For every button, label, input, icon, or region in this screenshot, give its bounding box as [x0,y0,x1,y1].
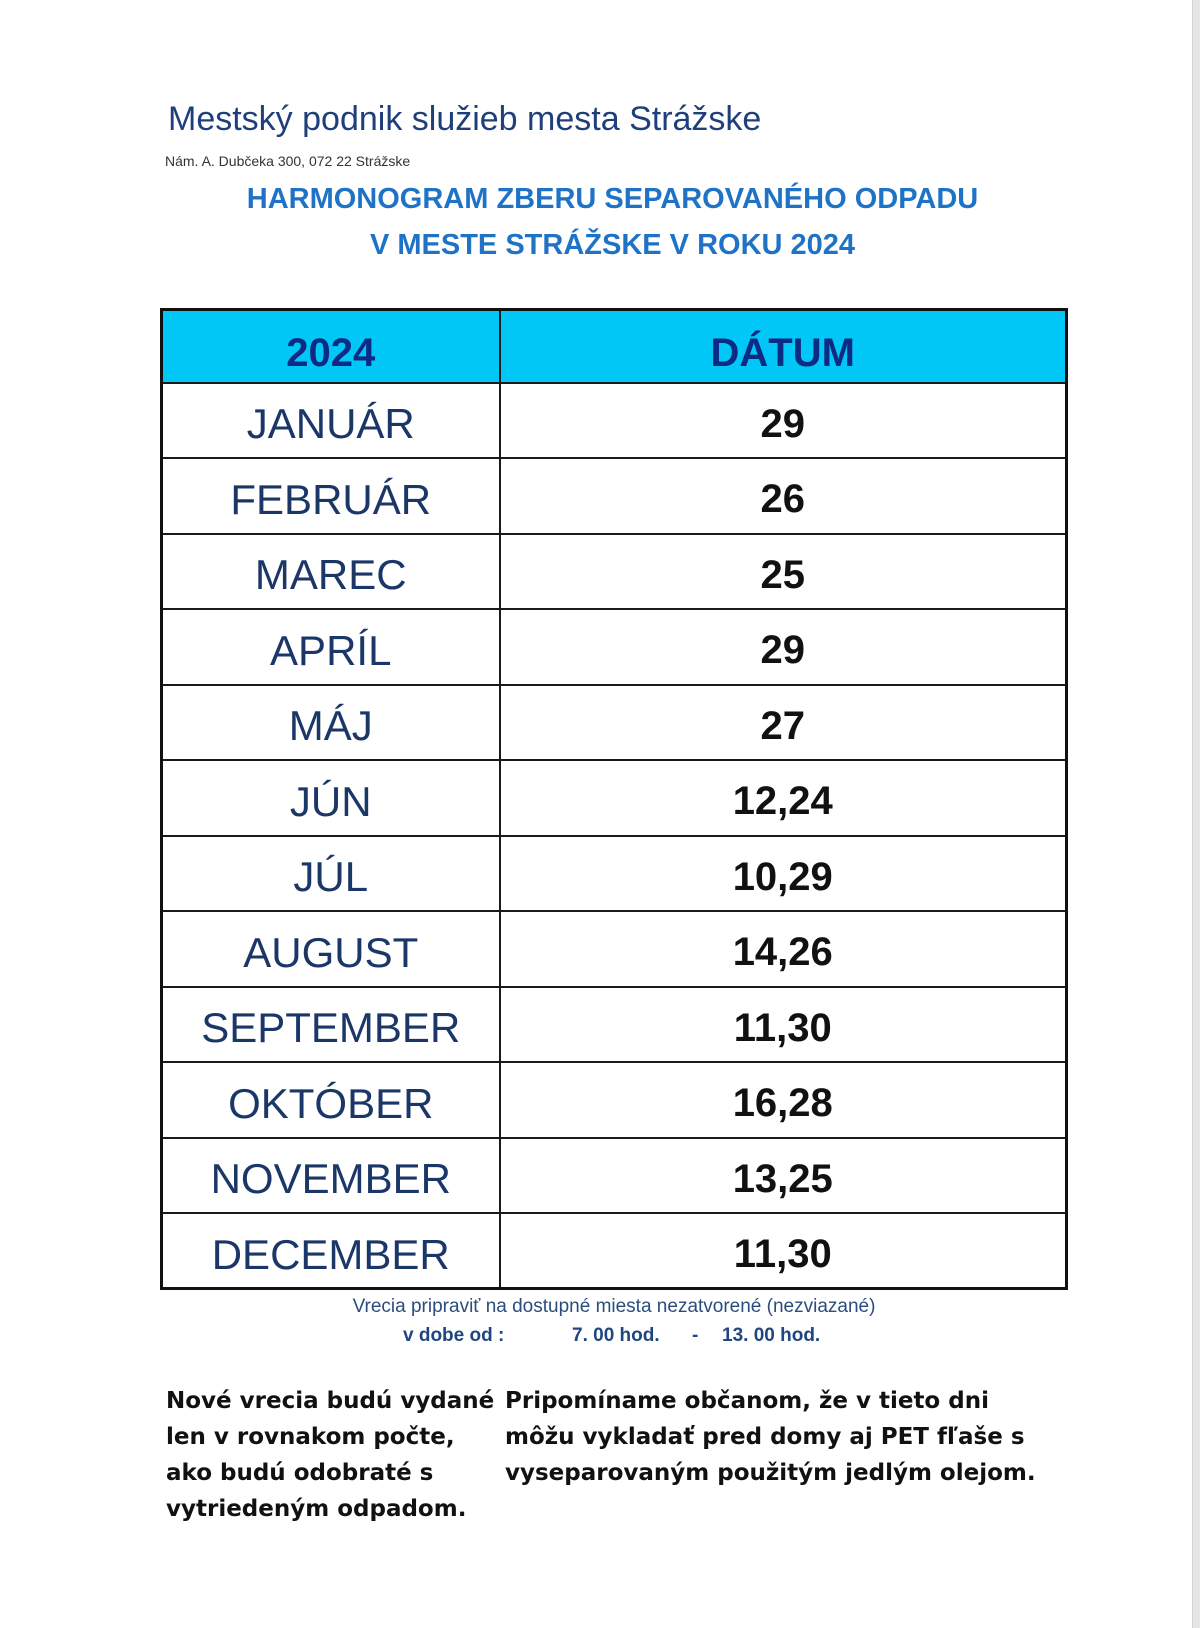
date-cell: 13,25 [500,1138,1067,1214]
date-cell: 11,30 [500,1213,1067,1289]
page-right-edge [1192,0,1200,1628]
date-cell: 11,30 [500,987,1067,1063]
table-row [162,911,1067,987]
date-cell: 25 [500,534,1067,610]
month-cell: DECEMBER [162,1213,500,1289]
month-cell: JÚL [162,836,500,912]
month-cell: SEPTEMBER [162,987,500,1063]
month-cell: JÚN [162,760,500,836]
table-row [162,760,1067,836]
document-title-line-2: V MESTE STRÁŽSKE V ROKU 2024 [369,229,856,261]
month-cell: FEBRUÁR [162,458,500,534]
table-row [162,987,1067,1063]
table-row [162,1062,1067,1138]
time-from: 7. 00 hod. [572,1325,660,1346]
time-to: 13. 00 hod. [722,1325,821,1346]
month-cell: MÁJ [162,685,500,761]
bags-preparation-note: Vrecia pripraviť na dostupné miesta nezatvorené (nezviazané) [352,1296,876,1317]
schedule-rows [162,383,1067,1289]
time-separator: - [692,1325,699,1346]
table-row [162,609,1067,685]
table-row [162,458,1067,534]
organization-address: Nám. A. Dubčeka 300, 072 22 Strážske [165,153,411,169]
collection-schedule-table [160,308,1068,1290]
time-label: v dobe od : [403,1325,505,1346]
table-row [162,836,1067,912]
date-column-header: DÁTUM [500,310,1067,383]
month-cell: MAREC [162,534,500,610]
pet-bottles-note: Pripomíname občanom, že v tieto dni môžu vykladať pred domy aj PET fľaše s vyseparovaným použitým jedlým olejom. [505,1388,1036,1486]
date-cell: 27 [500,685,1067,761]
year-column-header: 2024 [162,310,500,383]
organization-name: Mestský podnik služieb mesta Strážske [168,100,762,138]
date-cell: 14,26 [500,911,1067,987]
month-cell: APRÍL [162,609,500,685]
date-cell: 29 [500,609,1067,685]
month-cell: JANUÁR [162,383,500,459]
new-bags-note: Nové vrecia budú vydané len v rovnakom počte, ako budú odobraté s vytriedeným odpadom. [166,1388,495,1522]
month-cell: OKTÓBER [162,1062,500,1138]
table-row [162,1138,1067,1214]
date-cell: 10,29 [500,836,1067,912]
table-row [162,534,1067,610]
month-cell: AUGUST [162,911,500,987]
date-cell: 16,28 [500,1062,1067,1138]
month-cell: NOVEMBER [162,1138,500,1214]
table-header-row [162,310,1067,383]
table-row [162,1213,1067,1289]
table-row [162,685,1067,761]
date-cell: 26 [500,458,1067,534]
date-cell: 29 [500,383,1067,459]
document-title-line-1: HARMONOGRAM ZBERU SEPAROVANÉHO ODPADU [246,183,979,215]
date-cell: 12,24 [500,760,1067,836]
table-row [162,383,1067,459]
